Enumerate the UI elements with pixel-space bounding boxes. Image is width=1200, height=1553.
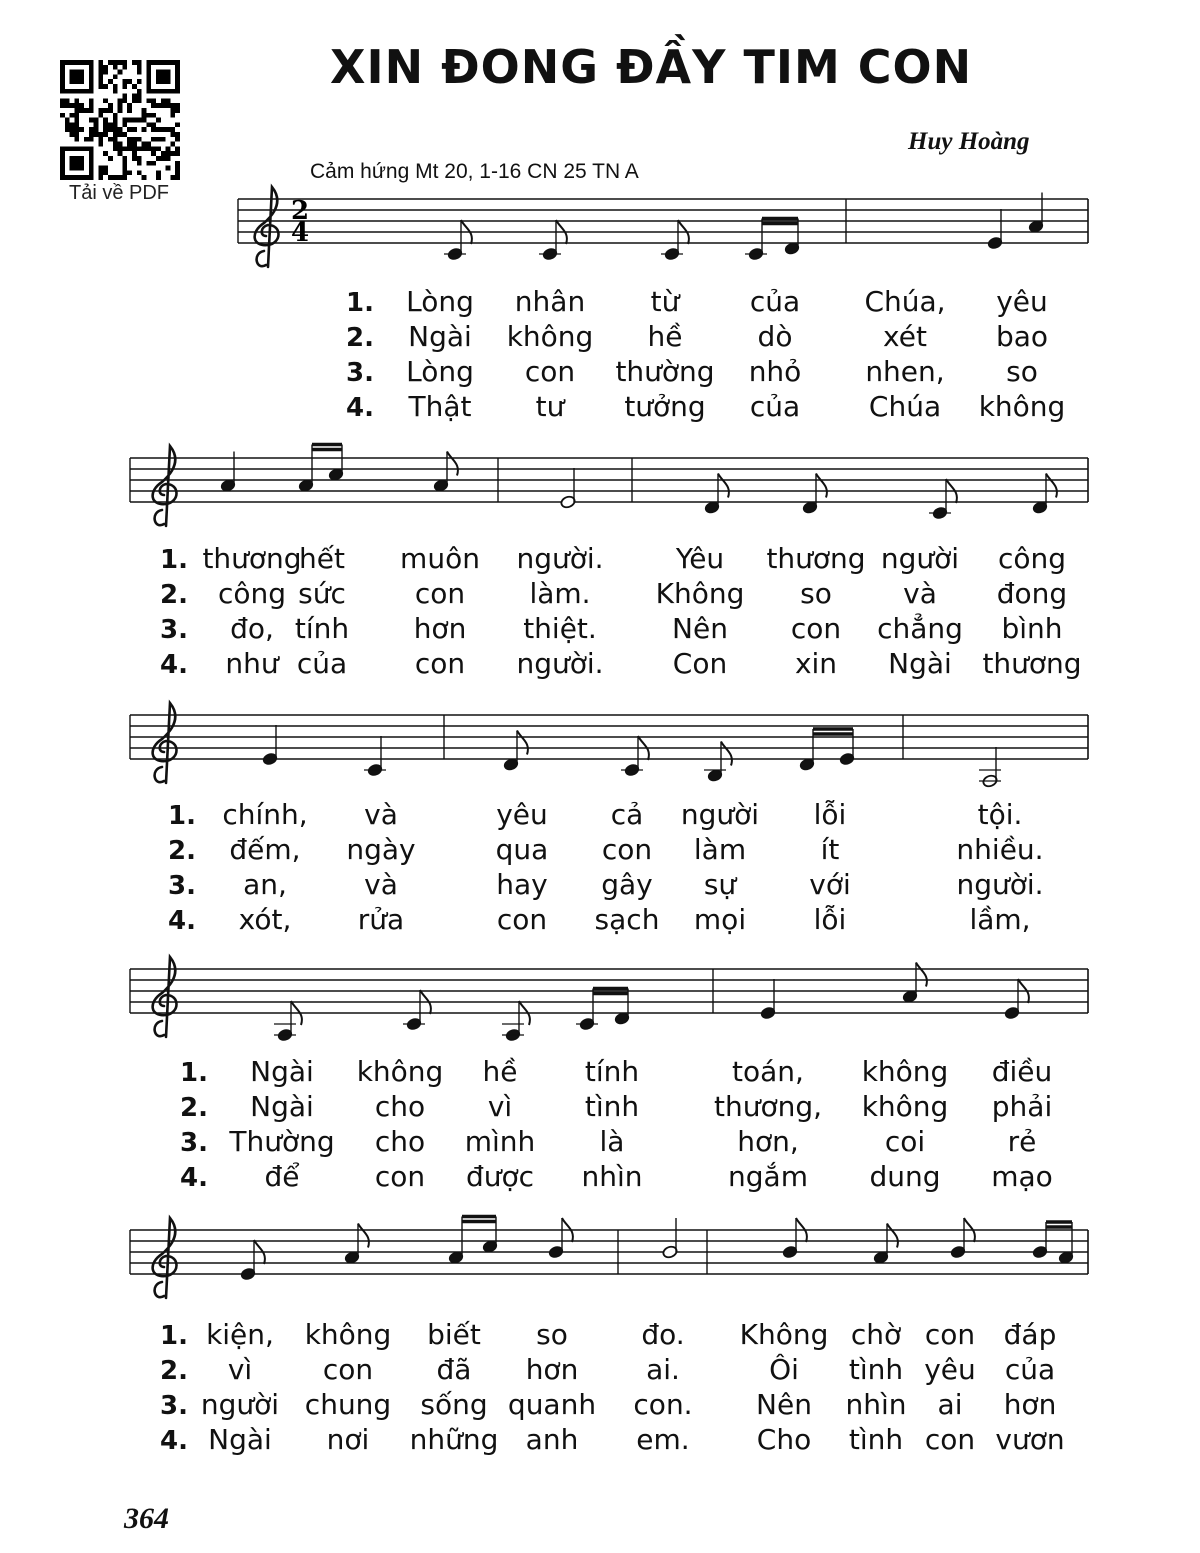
lyric-word: và (364, 868, 398, 901)
lyric-word: cả (610, 798, 644, 831)
verse-number: 3. (180, 1128, 208, 1158)
lyric-word: đo. (641, 1318, 685, 1351)
lyric-word: công (997, 542, 1067, 575)
lyric-word: sự (703, 868, 737, 901)
lyric-word: những (409, 1423, 499, 1456)
lyric-word: cho (374, 1090, 426, 1123)
verse-number: 1. (168, 801, 196, 831)
verse-number: 3. (346, 358, 374, 388)
lyric-word: tội. (977, 798, 1023, 831)
lyric-word: biết (427, 1318, 481, 1351)
lyric-word: đo, (230, 612, 274, 645)
lyric-word: không (356, 1055, 444, 1088)
verse-number: 4. (160, 650, 188, 680)
lyric-word: phải (991, 1090, 1053, 1123)
lyric-word: đong (996, 577, 1068, 610)
lyric-word: chính, (222, 798, 308, 831)
lyric-word: mình (464, 1125, 536, 1158)
lyric-word: nơi (326, 1423, 370, 1456)
lyric-word: không (506, 320, 594, 353)
lyric-word: không (861, 1055, 949, 1088)
lyric-word: tính (584, 1055, 640, 1088)
lyric-word: dung (869, 1160, 941, 1193)
lyric-word: Thường (229, 1125, 335, 1158)
scripture-reference: Cảm hứng Mt 20, 1-16 CN 25 TN A (310, 160, 639, 183)
lyric-word: điều (991, 1055, 1053, 1088)
lyric-word: con (924, 1318, 976, 1351)
lyric-word: Ngài (888, 647, 952, 680)
composer-name: Huy Hoàng (908, 128, 1030, 155)
lyric-word: đáp (1003, 1318, 1057, 1351)
lyric-word: chung (304, 1388, 392, 1421)
lyric-word: Ngài (250, 1090, 314, 1123)
lyric-word: con (414, 647, 466, 680)
lyric-word: Ngài (208, 1423, 272, 1456)
lyric-word: Ngài (250, 1055, 314, 1088)
verse-number: 2. (168, 836, 196, 866)
lyric-word: hơn, (737, 1125, 799, 1158)
lyric-word: làm (693, 833, 747, 866)
lyric-word: Không (655, 577, 745, 610)
lyric-word: người (880, 542, 960, 575)
lyric-word: nhìn (581, 1160, 643, 1193)
lyric-word: đếm, (229, 833, 301, 866)
lyric-word: yêu (924, 1353, 976, 1386)
lyric-word: lỗi (813, 903, 847, 936)
lyric-word: tình (848, 1353, 904, 1386)
lyric-word: thương (202, 542, 302, 575)
lyric-word: muôn (400, 542, 480, 575)
verse-number: 4. (180, 1163, 208, 1193)
lyric-word: xét (883, 320, 927, 353)
lyric-word: được (465, 1160, 535, 1193)
lyric-word: em. (636, 1423, 690, 1456)
lyric-word: là (599, 1125, 625, 1158)
lyric-word: dò (757, 320, 793, 353)
lyric-word: mạo (991, 1160, 1053, 1193)
lyric-word: vươn (995, 1423, 1065, 1456)
lyric-word: tính (294, 612, 350, 645)
time-signature-top: 2 (290, 196, 310, 226)
lyric-word: Ôi (769, 1353, 799, 1386)
lyric-word: hơn (525, 1353, 579, 1386)
lyric-word: bao (995, 320, 1049, 353)
lyric-word: con (496, 903, 548, 936)
lyric-word: nhen, (865, 355, 945, 388)
verse-number: 2. (160, 1356, 188, 1386)
lyric-word: xót, (238, 903, 292, 936)
lyric-word: Không (739, 1318, 829, 1351)
verse-number: 3. (168, 871, 196, 901)
lyric-word: ai (937, 1388, 963, 1421)
lyric-word: thương (766, 542, 866, 575)
lyric-word: của (749, 285, 801, 318)
lyric-word: nhân (514, 285, 586, 318)
lyric-word: hơn (1003, 1388, 1057, 1421)
lyric-word: so (536, 1318, 568, 1351)
lyric-word: nhiều. (956, 833, 1044, 866)
lyric-word: qua (495, 833, 549, 866)
verse-number: 1. (180, 1058, 208, 1088)
lyric-word: Cho (756, 1423, 812, 1456)
page-number: 364 (124, 1502, 169, 1535)
lyric-word: không (304, 1318, 392, 1351)
lyric-word: của (1004, 1353, 1056, 1386)
lyric-word: hơn (413, 612, 467, 645)
lyric-word: yêu (996, 285, 1048, 318)
download-pdf-link[interactable]: Tải về PDF (68, 182, 170, 204)
lyric-word: Lòng (406, 285, 474, 318)
lyric-word: Thật (408, 390, 472, 423)
verse-number: 4. (168, 906, 196, 936)
lyric-word: thiệt. (523, 612, 597, 645)
lyric-word: vì (487, 1090, 513, 1123)
lyric-word: người (200, 1388, 280, 1421)
lyric-word: nhìn (845, 1388, 907, 1421)
lyric-word: của (296, 647, 348, 680)
lyric-word: gây (601, 868, 653, 901)
verse-number: 1. (346, 288, 374, 318)
lyric-word: so (1006, 355, 1038, 388)
lyric-word: Nên (756, 1388, 812, 1421)
lyric-word: thương (982, 647, 1082, 680)
verse-number: 4. (346, 393, 374, 423)
lyric-word: người. (956, 868, 1044, 901)
lyric-word: làm. (529, 577, 591, 610)
lyric-word: con (414, 577, 466, 610)
lyric-word: anh (525, 1423, 579, 1456)
lyric-word: Ngài (408, 320, 472, 353)
lyric-word: Yêu (675, 542, 725, 575)
lyric-word: lầm, (969, 903, 1031, 936)
lyric-word: công (217, 577, 287, 610)
lyric-word: mọi (693, 903, 747, 936)
verse-number: 4. (160, 1426, 188, 1456)
lyric-word: vì (227, 1353, 253, 1386)
lyric-word: từ (650, 285, 680, 318)
lyric-word: hay (496, 868, 548, 901)
lyric-word: người (680, 798, 760, 831)
lyric-word: tư (535, 390, 565, 423)
lyric-word: chờ (850, 1318, 902, 1351)
lyric-word: và (903, 577, 937, 610)
lyric-word: cho (374, 1125, 426, 1158)
lyric-word: và (364, 798, 398, 831)
lyric-word: yêu (496, 798, 548, 831)
lyric-word: xin (794, 647, 838, 680)
lyric-word: không (978, 390, 1066, 423)
lyric-word: hề (647, 320, 683, 353)
lyric-word: thường (615, 355, 715, 388)
time-signature-bottom: 4 (290, 218, 310, 248)
lyric-word: an, (243, 868, 287, 901)
lyric-word: Chúa, (864, 285, 946, 318)
lyric-word: sạch (594, 903, 660, 936)
lyric-word: Nên (672, 612, 728, 645)
lyric-word: như (225, 647, 279, 680)
lyric-word: không (861, 1090, 949, 1123)
lyric-word: nhỏ (748, 355, 802, 388)
lyric-word: để (264, 1160, 300, 1193)
lyric-word: con. (633, 1388, 693, 1421)
lyric-word: quanh (507, 1388, 597, 1421)
lyric-word: ít (820, 833, 840, 866)
lyric-word: hết (299, 542, 345, 575)
lyric-word: con (322, 1353, 374, 1386)
verse-number: 3. (160, 1391, 188, 1421)
lyric-word: con (524, 355, 576, 388)
lyric-word: sức (298, 577, 346, 610)
lyric-word: con (374, 1160, 426, 1193)
verse-number: 3. (160, 615, 188, 645)
lyric-word: kiện, (206, 1318, 274, 1351)
lyric-word: người. (516, 542, 604, 575)
lyric-word: Chúa (868, 390, 942, 423)
lyric-word: Con (672, 647, 728, 680)
lyric-word: với (809, 868, 851, 901)
lyric-word: đã (436, 1353, 472, 1386)
lyric-word: con (790, 612, 842, 645)
lyric-word: con (601, 833, 653, 866)
lyric-word: chẳng (877, 612, 963, 645)
lyric-word: rẻ (1007, 1125, 1037, 1158)
lyric-word: Lòng (406, 355, 474, 388)
verse-number: 2. (180, 1093, 208, 1123)
lyric-word: so (800, 577, 832, 610)
lyric-word: toán, (732, 1055, 804, 1088)
verse-number: 2. (160, 580, 188, 610)
lyric-word: con (924, 1423, 976, 1456)
lyric-word: bình (1001, 612, 1063, 645)
lyric-word: ngày (346, 833, 416, 866)
lyric-word: hề (482, 1055, 518, 1088)
lyric-word: coi (884, 1125, 926, 1158)
verse-number: 1. (160, 545, 188, 575)
lyric-word: rửa (357, 903, 405, 936)
lyric-word: lỗi (813, 798, 847, 831)
lyric-word: ai. (646, 1353, 680, 1386)
lyric-word: tình (848, 1423, 904, 1456)
song-title: XIN ĐONG ĐẦY TIM CON (330, 40, 973, 94)
lyric-word: người. (516, 647, 604, 680)
lyric-word: thương, (713, 1090, 823, 1123)
lyric-word: ngắm (728, 1160, 808, 1193)
lyric-word: sống (420, 1388, 488, 1421)
lyric-word: của (749, 390, 801, 423)
lyric-word: tưởng (624, 390, 706, 423)
lyric-word: tình (584, 1090, 640, 1123)
verse-number: 1. (160, 1321, 188, 1351)
verse-number: 2. (346, 323, 374, 353)
